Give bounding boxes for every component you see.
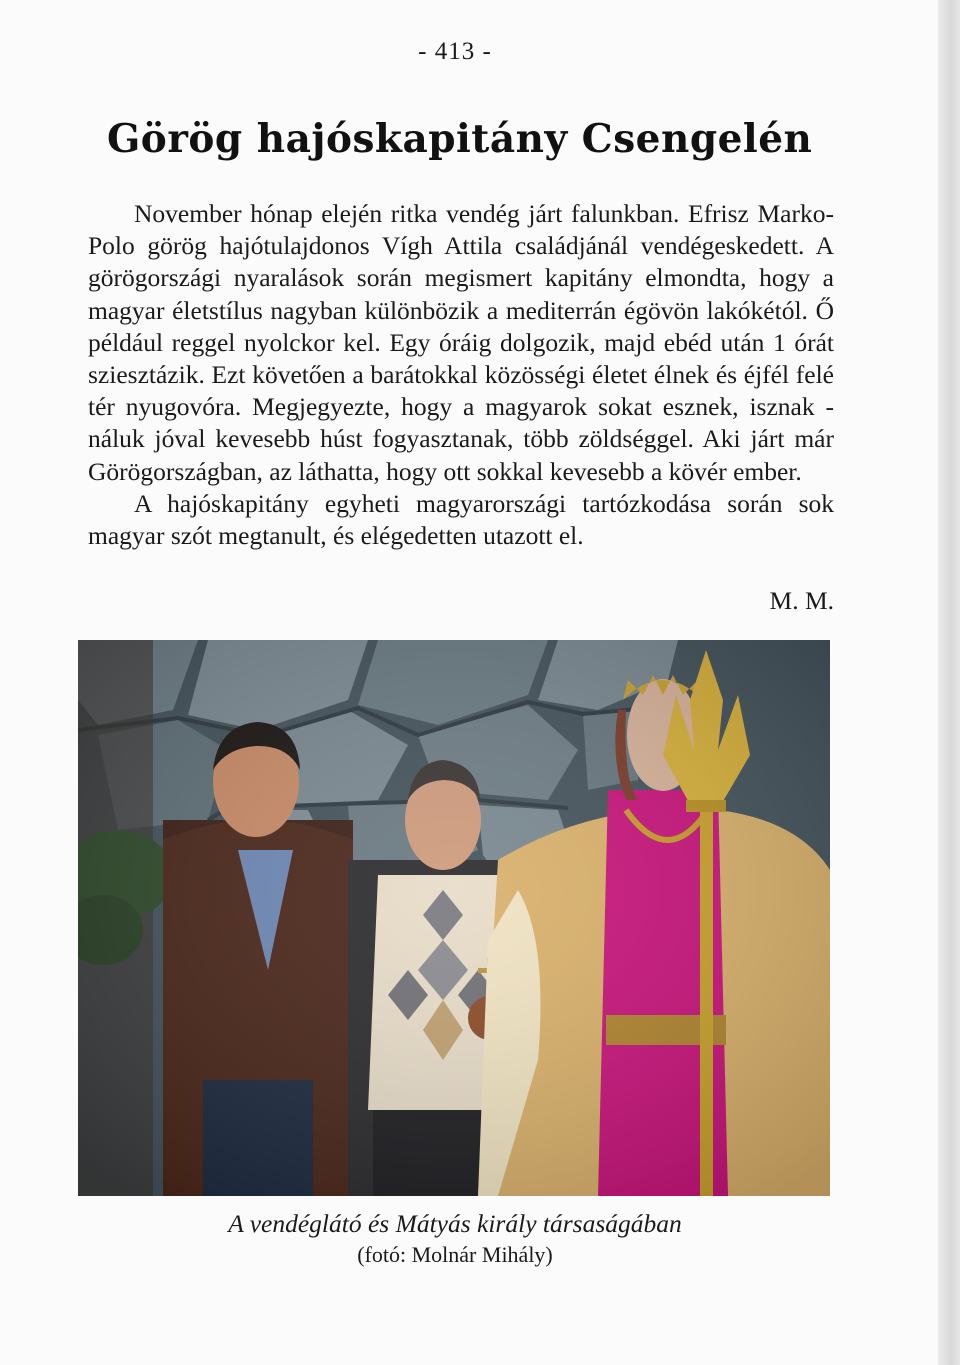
photo-caption: A vendéglátó és Mátyás király társaságában xyxy=(228,1209,682,1238)
article-body xyxy=(88,198,834,552)
page-edge-shadow xyxy=(938,0,960,1365)
article-paragraph-2: A hajóskapitány egyheti magyarországi tartózkodása során sok magyar szót megtanult, és elégedetten utazott el. xyxy=(88,488,834,551)
article-photo xyxy=(78,640,830,1196)
photo-credit: (fotó: Molnár Mihály) xyxy=(357,1242,553,1267)
page-number: - 413 - xyxy=(418,38,492,65)
article-paragraph-1: November hónap elején ritka vendég járt falunkban. Efrisz Marko-Polo görög hajótulajdonos Vígh Attila családjánál vendégeskedett. A görögországi nyaralások során megismert kapitány elmondta, hogy a magyar életstílus nagyban különbözik a mediterrán égövön lakókétól. Ő például reggel nyolckor kel. Egy óráig dolgozik, majd ebéd után 1 órát sziesztázik. Ezt követően a barátokkal közösségi életet élnek és éjfél felé tér nyugovóra. Megjegyezte, hogy a magyarok sokat esznek, isznak - náluk jóval kevesebb húst fogyasztanak, több zöldséggel. Aki járt már Görögországban, az láthatta, hogy ott sokkal kevesebb a kövér ember. xyxy=(88,199,834,486)
article-title: Görög hajóskapitány Csengelén xyxy=(107,116,813,162)
author-signature: M. M. xyxy=(769,586,834,615)
